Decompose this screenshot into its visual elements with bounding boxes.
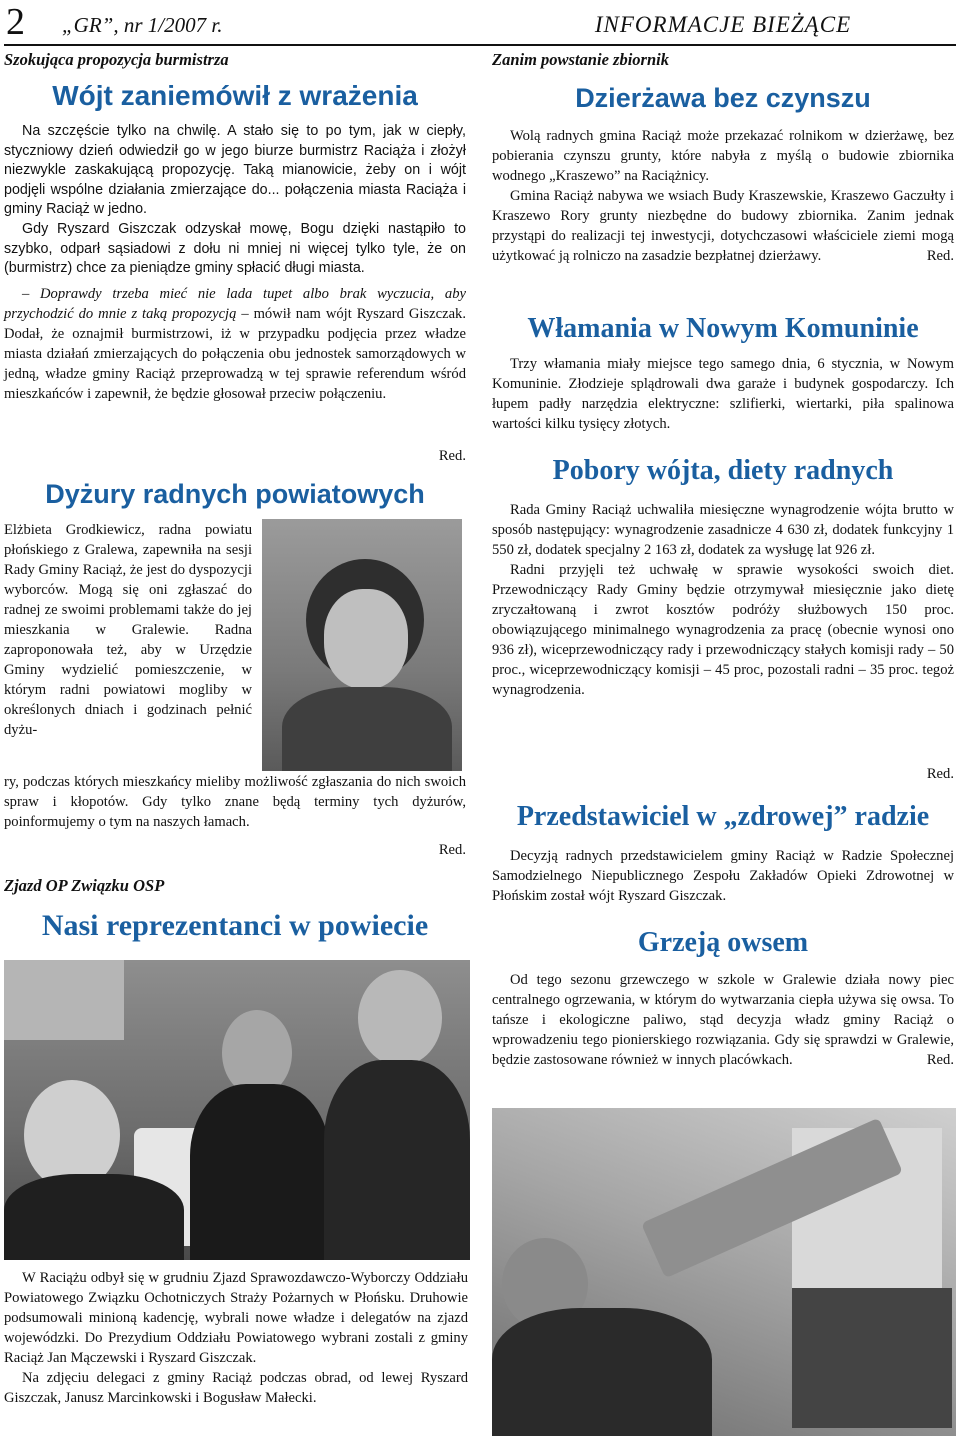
signature: Red.	[926, 248, 954, 264]
paragraph: Na zdjęciu delegaci z gminy Raciąż podczas obrad, od lewej Ryszard Giszczak, Janusz Marcinkowski i Bogusław Małecki.	[4, 1370, 468, 1406]
article-title: Wójt zaniemówił z wrażenia	[52, 80, 418, 111]
article-body	[492, 500, 954, 700]
article-kicker: Zanim powstanie zbiornik	[492, 50, 669, 69]
paragraph: Decyzją radnych przedstawicielem gminy Raciąż w Radzie Społecznej Samodzielnego Niepublicznego Zespołu Zakładów Opieki Zdrowotnej w Płońskim został wójt Ryszard Giszczak.	[492, 848, 954, 904]
article-title: Grzeją owsem	[637, 927, 809, 958]
paragraph: Na szczęście tylko na chwilę. A stało się to po tym, jak w ciepły, styczniowy dzień odwiedził go w jego biurze burmistrz Raciąża i złożył niezwykle zaskakującą propozycję. Taką mianowicie, żeby on i wójt podjęli wspólne działania zmierzające do... połączenia miasta Raciąża i gminy Raciąż w jedno.	[4, 123, 466, 218]
article-body	[4, 284, 466, 404]
article-body	[492, 846, 954, 906]
article-title: Dyżury radnych powiatowych	[45, 479, 425, 509]
article-body	[4, 772, 466, 832]
article-body	[492, 970, 954, 1070]
article-body	[4, 122, 466, 279]
paragraph: Trzy włamania miały miejsce tego samego dnia, 6 stycznia, w Nowym Komuninie. Złodzieje splądrowali dwa garaże i budynek gospodarczy. Ich łupem padły narzędzia elektryczne: szlifierki, wiertarki, piła spalinowa wartości kilku tysięcy złotych.	[492, 356, 954, 432]
article-body	[492, 354, 954, 434]
signature: Red.	[926, 766, 954, 782]
paragraph	[492, 186, 954, 266]
header-divider	[4, 44, 956, 46]
signature: Red.	[438, 448, 466, 464]
portrait-photo	[262, 519, 462, 771]
article-title: Dzierżawa bez czynszu	[575, 83, 871, 113]
paragraph: Gdy Ryszard Giszczak odzyskał mowę, Bogu dzięki nastąpiło to szybko, odparł sąsiadowi z dołu ni mniej ni więcej tylko tyle, że on (burmistrz) chce za pieniądze gminy spłacić długi miasta.	[4, 220, 466, 277]
article-kicker: Zjazd OP Związku OSP	[4, 876, 165, 895]
quote: – Doprawdy trzeba mieć nie lada tupet albo brak wyczucia, aby przychodzić do mnie z taką propozycją	[4, 286, 466, 322]
article-title: Przedstawiciel w „zdrowej” radzie	[516, 801, 930, 832]
signature: Red.	[438, 842, 466, 858]
paragraph: Wolą radnych gmina Raciąż może przekazać rolnikom w dzierżawę, bez pobierania czynszu grunty, które nabyła z myślą o budowie zbiornika wodnego „Kraszewo” na Raciążnicy.	[492, 128, 954, 184]
article-body	[492, 126, 954, 266]
signature: Red.	[926, 1052, 954, 1068]
article-title: Pobory wójta, diety radnych	[552, 455, 894, 486]
paragraph-text: Od tego sezonu grzewczego w szkole w Gralewie działa nowy piec centralnego ogrzewania, w którym do wytwarzania ciepła używa się owsa. To tańsze i ekologiczne paliwo, stąd decyzja władz gminy Raciąż o wprowadzeniu tego pionierskiego rozwiązania. Gdy się sprawdzi w Gralewie, będzie zastosowane również w innych placówkach.	[492, 972, 954, 1068]
paragraph-text: Gmina Raciąż nabywa we wsiach Budy Kraszewskie, Kraszewo Gaczułty i Kraszewo Rory grunty niezbędne do budowy zbiornika. Zanim jednak przystąpi do realizacji tej inwestycji, dotychczasowi właściciele ziemi mogą użytkować ją rolniczo na zasadzie bezpłatnej dzierżawy.	[492, 188, 954, 264]
paragraph	[4, 284, 466, 404]
section-title: INFORMACJE BIEŻĄCE	[594, 12, 852, 37]
paragraph	[492, 970, 954, 1070]
quote-attribution: – mówił nam wójt Ryszard Giszczak. Dodał, że oznajmił burmistrzowi, iż w przypadku podjęcia przez władze miasta działań zmierzających do połączenia obu jednostek samorządowych w jedną, władze gminy Raciąż przeprowadzą w tej sprawie referendum wśród mieszkańców i zapewnił, że będzie głosował przeciw połączeniu.	[4, 306, 466, 402]
article-body	[4, 520, 252, 740]
photo-caption	[4, 1268, 468, 1408]
paragraph: ry, podczas których mieszkańcy mieliby możliwość zgłaszania do nich swoich spraw i kłopotów. Gdy tylko znane będą terminy tych dyżurów, poinformujemy o tym na naszych łamach.	[4, 774, 466, 830]
article-title: Nasi reprezentanci w powiecie	[41, 909, 429, 942]
issue-label: „GR”, nr 1/2007 r.	[62, 13, 223, 37]
furnace-photo	[492, 1108, 956, 1436]
paragraph: Elżbieta Grodkiewicz, radna powiatu płońskiego z Gralewa, zapewniła na sesji Rady Gminy Raciąż, że jest do dyspozycji wyborców. Mogą się oni zgłaszać do radnej ze swoimi problemami także do jej mieszkania w Gralewie. Radna zaproponowała też, aby w Urzędzie Gminy wydzielić pomieszczenie, w którym radni powiatowi mogliby w określonych dniach i godzinach pełnić dyżu-	[4, 522, 252, 738]
paragraph: Rada Gminy Raciąż uchwaliła miesięczne wynagrodzenie wójta brutto w sposób następujący: wynagrodzenie zasadnicze 4 630 zł, dodatek funkcyjny 1 550 zł, dodatek specjalny 2 163 zł, dodatek za wysługę lat 926 zł.	[492, 502, 954, 558]
article-kicker: Szokująca propozycja burmistrza	[4, 50, 229, 69]
delegates-photo	[4, 960, 470, 1260]
page-number: 2	[6, 1, 25, 43]
article-title: Włamania w Nowym Komuninie	[527, 313, 919, 344]
paragraph: Radni przyjęli też uchwałę w sprawie wysokości swoich diet. Przewodniczący Rady Gminy będzie otrzymywał miesięcznie jako dietę zryczałtowaną i zwrot kosztów podróży służbowych 150 proc. obowiązującego minimalnego wynagrodzenia za pracę (obecnie wynosi ono 936 zł), wiceprzewodniczący rady i przewodniczący stałych komisji rady – 50 proc., wiceprzewodniczący komisji – 45 proc, pozostali radni – 35 proc. tegoż wynagrodzenia.	[492, 562, 954, 698]
paragraph: W Raciążu odbył się w grudniu Zjazd Sprawozdawczo-Wyborczy Oddziału Powiatowego Związku Ochotniczych Straży Pożarnych w Płońsku. Druhowie podsumowali minioną kadencję, wybrali nowe władze i delegatów na zjazd wojewódzki. Do Prezydium Oddziału Powiatowego wybrani zostali z gminy Raciąż Jan Mączewski i Ryszard Giszczak.	[4, 1270, 468, 1366]
